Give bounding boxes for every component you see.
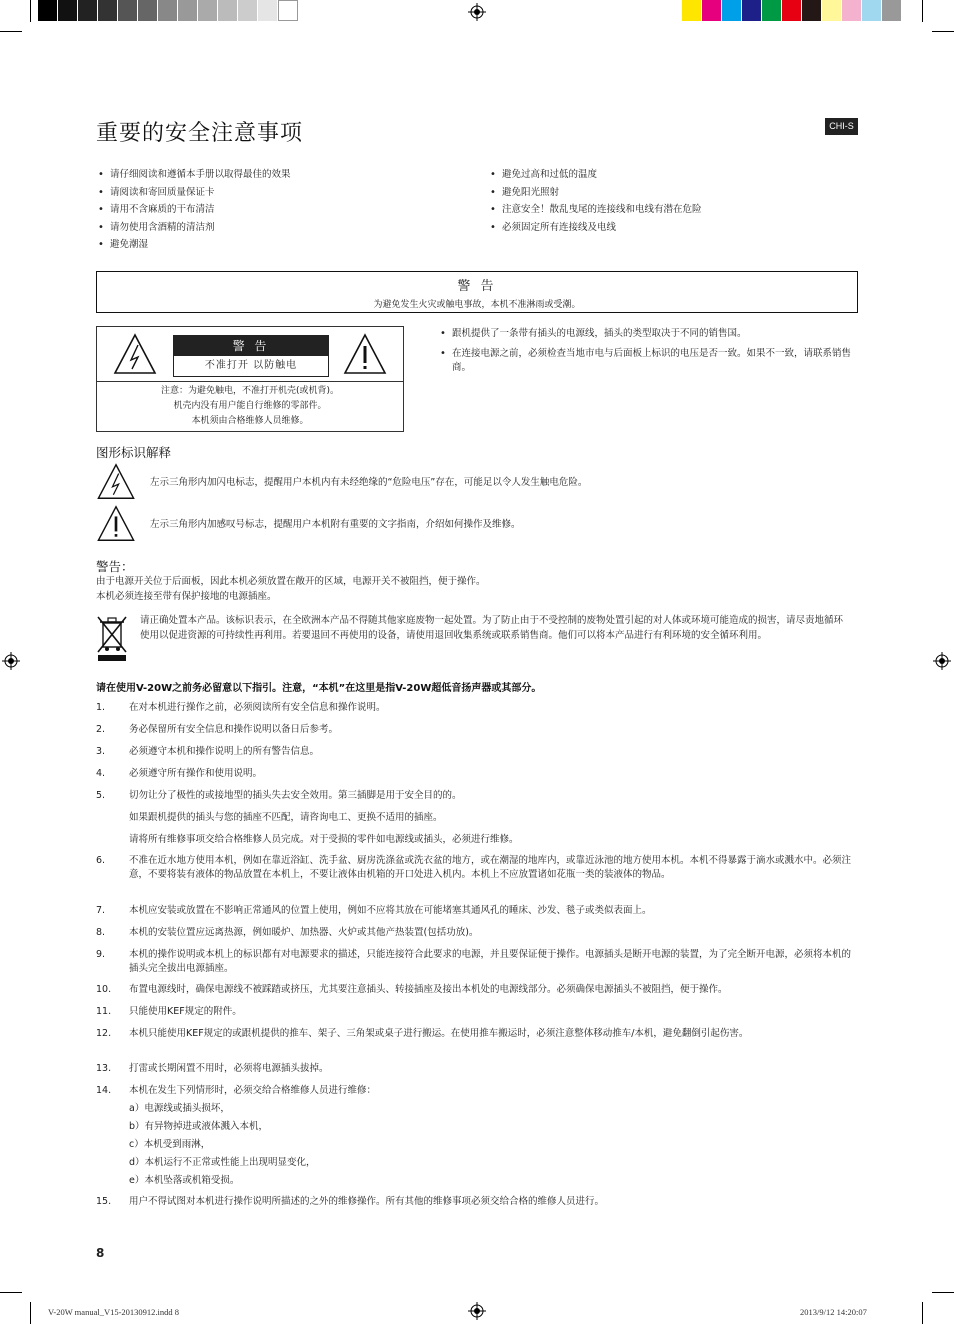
registration-mark-icon	[468, 3, 486, 21]
item-text: 本机的安装位置应远离热源，例如暖炉、加热器、火炉或其他产热装置(包括功放)。	[129, 927, 479, 938]
warning2-line: 本机必须连接至带有保护接地的电源插座。	[96, 591, 277, 602]
item-number: 5.	[96, 790, 106, 801]
registration-mark-icon	[2, 652, 20, 670]
item-text: 本机的操作说明或本机上的标识都有对电源要求的描述，只能连接符合此要求的电源，并且要保证便于操作。电源插头是断开电源的装置，为了完全断开电源，必须将本机的插头完全拔出电源插座。	[129, 949, 852, 974]
item-number: 1.	[96, 702, 106, 713]
list-item: • 请勿使用含酒精的清洁剂	[96, 219, 291, 237]
lightning-triangle-icon	[96, 463, 136, 500]
bullet-list-right	[488, 166, 702, 236]
footer-file: V-20W manual_V15-20130912.indd 8	[48, 1307, 180, 1317]
item-number: 14.	[96, 1085, 112, 1096]
list-item: • 请用不含麻质的干布清洁	[96, 201, 291, 219]
list-item: • 避免阳光照射	[488, 184, 702, 202]
bullet-list-left	[96, 166, 291, 254]
item-text: c）本机受到雨淋，	[129, 1139, 211, 1150]
item-text: 必须遵守本机和操作说明上的所有警告信息。	[129, 746, 320, 757]
item-text: 务必保留所有安全信息和操作说明以备日后参考。	[129, 724, 339, 735]
item-number: 8.	[96, 927, 106, 938]
list-item: • 请阅读和寄回质量保证卡	[96, 184, 291, 202]
caution-note	[97, 384, 403, 429]
item-text: 请将所有维修事项交给合格维修人员完成。对于受损的零件如电源线或插头，必须进行维修。	[129, 834, 519, 845]
caution-box	[96, 326, 404, 432]
list-item: • 在连接电源之前，必须检查当地市电与后面板上标识的电压是否一致。如果不一致，请联系销售商。	[438, 347, 858, 376]
crop-mark	[30, 1302, 31, 1324]
item-number: 2.	[96, 724, 106, 735]
exclamation-explanation: 左示三角形内加感叹号标志，提醒用户本机附有重要的文字指南，介绍如何操作及维修。	[150, 519, 521, 530]
item-text: d）本机运行不正常或性能上出现明显变化，	[129, 1157, 316, 1168]
crop-mark	[922, 0, 923, 22]
exclamation-triangle-icon	[343, 333, 387, 375]
registration-mark-icon	[468, 1302, 486, 1320]
item-text: a）电源线或插头损坏，	[129, 1103, 230, 1114]
warning-box	[96, 271, 858, 313]
item-text: e）本机坠落或机箱受损。	[129, 1175, 240, 1186]
page-title: 重要的安全注意事项	[96, 121, 304, 146]
crop-mark	[0, 31, 22, 32]
caution-sub: 不准打开 以防触电	[204, 360, 298, 371]
item-text: 切勿让分了极性的或接地型的插头失去安全效用。第三插脚是用于安全目的的。	[129, 790, 462, 801]
item-text: 本机只能使用KEF规定的或跟机提供的推车、架子、三角架或桌子进行搬运。在使用推车搬运时，必须注意整体移动推车/本机，避免翻倒引起伤害。	[129, 1028, 749, 1039]
item-text: 在对本机进行操作之前，必须阅读所有安全信息和操作说明。	[129, 702, 386, 713]
item-number: 10.	[96, 984, 112, 995]
symbols-heading: 图形标识解释	[96, 445, 172, 460]
item-text: 必须遵守所有操作和使用说明。	[129, 768, 263, 779]
list-item: • 请仔细阅读和遵循本手册以取得最佳的效果	[96, 166, 291, 184]
item-number: 9.	[96, 949, 106, 960]
item-number: 6.	[96, 855, 106, 866]
color-strip	[682, 0, 902, 21]
warning-text: 为避免发生火灾或触电事故，本机不准淋雨或受潮。	[373, 300, 581, 310]
crop-mark	[922, 1302, 923, 1324]
item-text: 布置电源线时，确保电源线不被踩踏或挤压，尤其要注意插头、转接插座及接出本机处的电源线部分。必须确保电源插头不被阻挡，便于操作。	[129, 984, 728, 995]
item-text: 本机应安装或放置在不影响正常通风的位置上使用，例如不应将其放在可能堵塞其通风孔的睡床、沙发、毯子或类似表面上。	[129, 905, 652, 916]
item-number: 7.	[96, 905, 106, 916]
language-tag: CHI-S	[825, 118, 858, 135]
item-text: 用户不得试图对本机进行操作说明所描述的之外的维修操作。所有其他的维修事项必须交给合格的维修人员进行。	[129, 1196, 605, 1207]
caution-label	[173, 335, 329, 377]
registration-mark-icon	[933, 652, 951, 670]
weee-text: 请正确处置本产品。该标识表示，在全欧洲本产品不得随其他家庭废物一起处置。为了防止由于不受控制的废物处置引起的对人体或环境可能造成的损害，请尽责地循环使用以促进资源的可持续性再利用。若要退回不再使用的设备，请使用退回收集系统或联系销售商。他们可以将本产品进行有利环境的安全循环利用。	[140, 615, 844, 641]
item-number: 3.	[96, 746, 106, 757]
crop-mark	[932, 1292, 954, 1293]
crop-mark	[30, 0, 31, 22]
warning2-heading: 警告：	[96, 559, 134, 574]
item-number: 4.	[96, 768, 106, 779]
item-text: 不准在近水地方使用本机，例如在靠近浴缸、洗手盆、厨房洗涤盆或洗衣盆的地方，或在潮湿的地库内，或靠近泳池的地方使用本机。本机不得暴露于滴水或溅水中。必须注意，不要将装有液体的物品放置在本机上，不要让液体由机箱的开口处进入机内。本机上不应放置诸如花瓶一类的装液体的物品。	[129, 855, 852, 880]
item-number: 11.	[96, 1006, 112, 1017]
instructions-intro: 请在使用V-20W之前务必留意以下指引。注意，“本机”在这里是指V-20W超低音扬声器或其部分。	[96, 683, 542, 694]
list-item: • 避免潮湿	[96, 236, 291, 254]
item-text: 打雷或长期闲置不用时，必须将电源插头拔掉。	[129, 1063, 329, 1074]
list-item: • 必须固定所有连接线及电线	[488, 219, 702, 237]
crop-mark	[0, 1292, 22, 1293]
lightning-explanation: 左示三角形内加闪电标志，提醒用户本机内有未经绝缘的“危险电压”存在，可能足以令人发生触电危险。	[150, 477, 588, 488]
item-number: 13.	[96, 1063, 112, 1074]
page-number: 8	[96, 1246, 105, 1260]
warning2-line: 由于电源开关位于后面板，因此本机必须放置在敞开的区域，电源开关不被阻挡，便于操作。	[96, 576, 486, 587]
caution-note-line: 机壳内没有用户能自行维修的零部件。	[173, 401, 327, 411]
warning-heading: 警 告	[457, 279, 497, 294]
list-item: • 注意安全！散乱曳尾的连接线和电线有潜在危险	[488, 201, 702, 219]
footer-timestamp: 2013/9/12 14:20:07	[800, 1307, 867, 1317]
lightning-triangle-icon	[113, 333, 157, 375]
item-number: 12.	[96, 1028, 112, 1039]
caution-note-line: 注意：为避免触电，不准打开机壳(或机背)。	[160, 386, 340, 396]
crop-mark	[932, 31, 954, 32]
caution-note-line: 本机须由合格维修人员维修。	[191, 416, 309, 426]
item-text: 本机在发生下列情形时，必须交给合格维修人员进行维修：	[129, 1085, 377, 1096]
power-bullets	[438, 325, 858, 376]
item-number: 15.	[96, 1196, 112, 1207]
item-text: b）有异物掉进或液体溅入本机，	[129, 1121, 269, 1132]
list-item: • 避免过高和过低的温度	[488, 166, 702, 184]
item-text: 只能使用KEF规定的附件。	[129, 1006, 242, 1017]
item-text: 如果跟机提供的插头与您的插座不匹配，请咨询电工、更换不适用的插座。	[129, 812, 443, 823]
caution-heading: 警 告	[174, 336, 328, 356]
weee-bin-icon	[96, 614, 128, 662]
exclamation-triangle-icon	[96, 505, 136, 542]
grayscale-strip	[38, 0, 298, 21]
list-item: • 跟机提供了一条带有插头的电源线，插头的类型取决于不同的销售国。	[438, 325, 858, 343]
